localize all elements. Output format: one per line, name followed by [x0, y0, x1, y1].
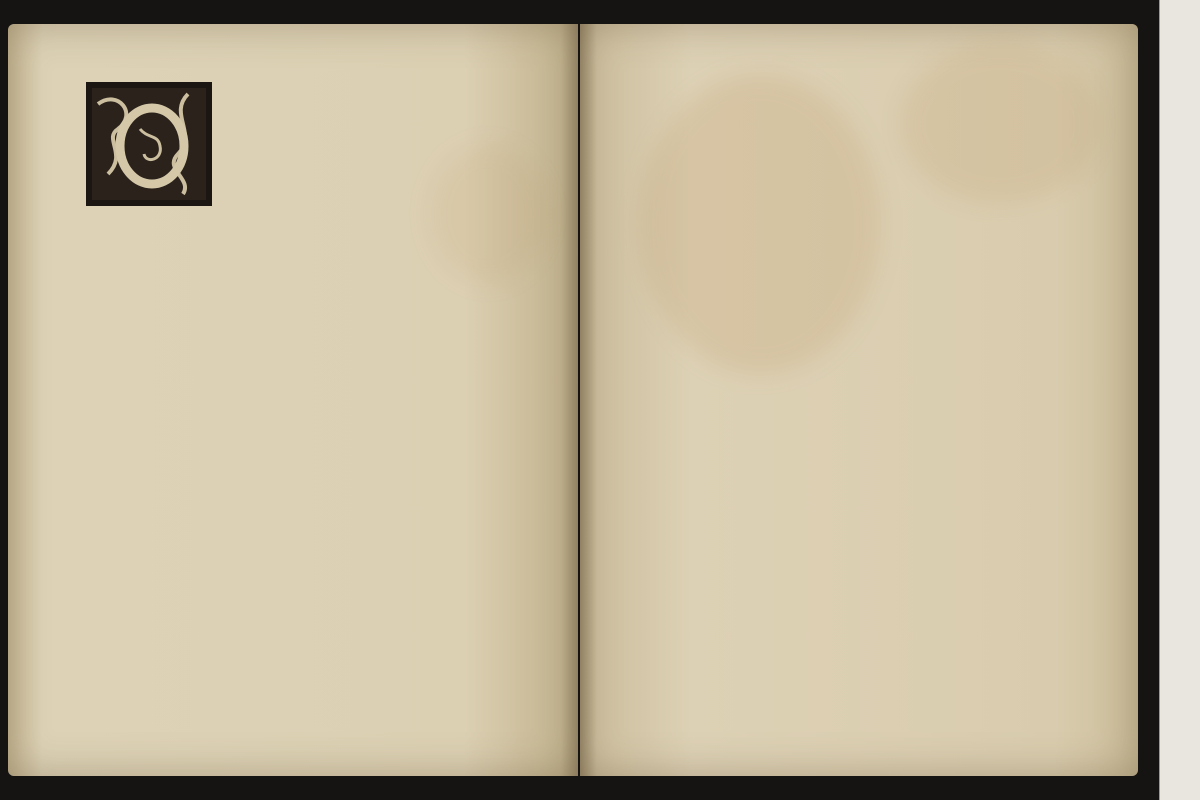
tab-staff-4: [92, 554, 568, 600]
tab-staff-2: [92, 238, 568, 284]
left-page: [8, 24, 578, 776]
tab-staff-5: [602, 78, 1084, 124]
bass-staff-4: [92, 634, 568, 680]
measurement-ruler: [1159, 0, 1200, 800]
tab-staff-1: [218, 78, 568, 124]
bass-staff-2: [92, 320, 568, 366]
ornament-icon: [88, 84, 210, 204]
open-book: [8, 24, 1138, 776]
tab-staff-3: [92, 396, 568, 442]
bass-staff-6: [602, 320, 1084, 366]
decorated-initial: [86, 82, 212, 206]
bass-staff-5: [602, 160, 1084, 206]
right-page: [580, 24, 1138, 776]
bass-staff-1: [218, 158, 568, 204]
tab-staff-6: [602, 240, 1084, 286]
bass-staff-3: [92, 480, 568, 526]
